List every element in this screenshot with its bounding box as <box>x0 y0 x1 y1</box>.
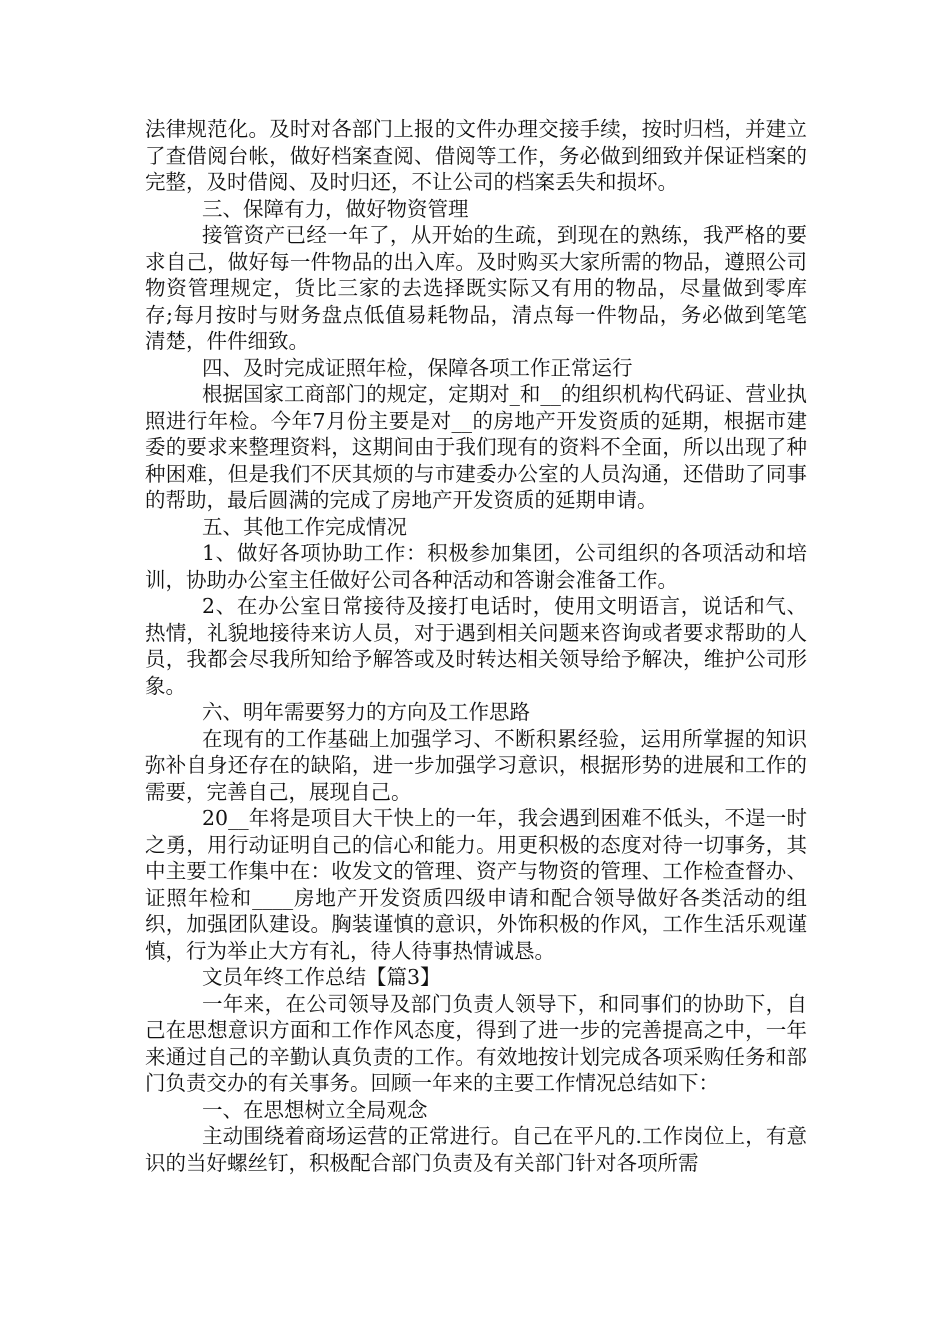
article-title-part3: 文员年终工作总结【篇3】 <box>202 965 441 989</box>
paragraph-archive-management: 法律规范化。及时对各部门上报的文件办理交接手续，按时归档，并建立了查借阅台帐，做好档案查阅、借阅等工作，务必做到细致并保证档案的完整，及时借阅、及时归还，不让公司的档案丢失和损坏。 <box>145 117 807 194</box>
paragraph-intro-part3: 一年来，在公司领导及部门负责人领导下，和同事们的协助下，自己在思想意识方面和工作作风态度，得到了进一步的完善提高之中，一年来通过自己的辛勤认真负责的工作。有效地按计划完成各项采购任务和部门负责交办的有关事务。回顾一年来的主要工作情况总结如下： <box>145 991 807 1095</box>
paragraph-materials: 接管资产已经一年了，从开始的生疏，到现在的熟练，我严格的要求自己，做好每一件物品的出入库。及时购买大家所需的物品，遵照公司物资管理规定，货比三家的去选择既实际又有用的物品，尽量做到零库存;每月按时与财务盘点低值易耗物品，清点每一件物品，务必做到笔笔清楚，件件细致。 <box>145 223 807 353</box>
section-heading-other-work: 五、其他工作完成情况 <box>202 514 407 539</box>
section-heading-overall-view: 一、在思想树立全局观念 <box>202 1097 428 1122</box>
paragraph-overall-view: 主动围绕着商场运营的正常进行。自己在平凡的.工作岗位上，有意识的当好螺丝钉，积极配合部门负责及有关部门针对各项所需 <box>145 1124 807 1175</box>
paragraph-year-plan: 20__年将是项目大干快上的一年，我会遇到困难不低头，不逞一时之勇，用行动证明自己的信心和能力。用更积极的态度对待一切事务，其中主要工作集中在：收发文的管理、资产与物资的管理、工作检查督办、证照年检和____房地产开发资质四级申请和配合领导做好各类活动的组织，加强团队建设。胸装谨慎的意识，外饰积极的作风，工作生活乐观谨慎，行为举止大方有礼，待人待事热情诚恳。 <box>145 806 807 963</box>
section-heading-license-inspection: 四、及时完成证照年检，保障各项工作正常运行 <box>202 355 633 380</box>
section-heading-materials: 三、保障有力，做好物资管理 <box>202 196 469 221</box>
document-page <box>145 116 807 1176</box>
paragraph-reception-work: 2、在办公室日常接待及接打电话时，使用文明语言，说话和气、热情，礼貌地接待来访人员，对于遇到相关问题来咨询或者要求帮助的人员，我都会尽我所知给予解答或及时转达相关领导给予解决，维护公司形象。 <box>145 594 807 698</box>
paragraph-license-inspection: 根据国家工商部门的规定，定期对_和__的组织机构代码证、营业执照进行年检。今年7月份主要是对__的房地产开发资质的延期，根据市建委的要求来整理资料，这期间由于我们现有的资料不全面，所以出现了种种困难，但是我们不厌其烦的与市建委办公室的人员沟通，还借助了同事的帮助，最后圆满的完成了房地产开发资质的延期申请。 <box>145 382 807 512</box>
paragraph-assistance-work: 1、做好各项协助工作：积极参加集团，公司组织的各项活动和培训，协助办公室主任做好公司各种活动和答谢会准备工作。 <box>145 541 807 592</box>
paragraph-study: 在现有的工作基础上加强学习、不断积累经验，运用所掌握的知识弥补自身还存在的缺陷，进一步加强学习意识，根据形势的进展和工作的需要，完善自己，展现自己。 <box>145 726 807 804</box>
section-heading-next-year: 六、明年需要努力的方向及工作思路 <box>202 700 530 724</box>
